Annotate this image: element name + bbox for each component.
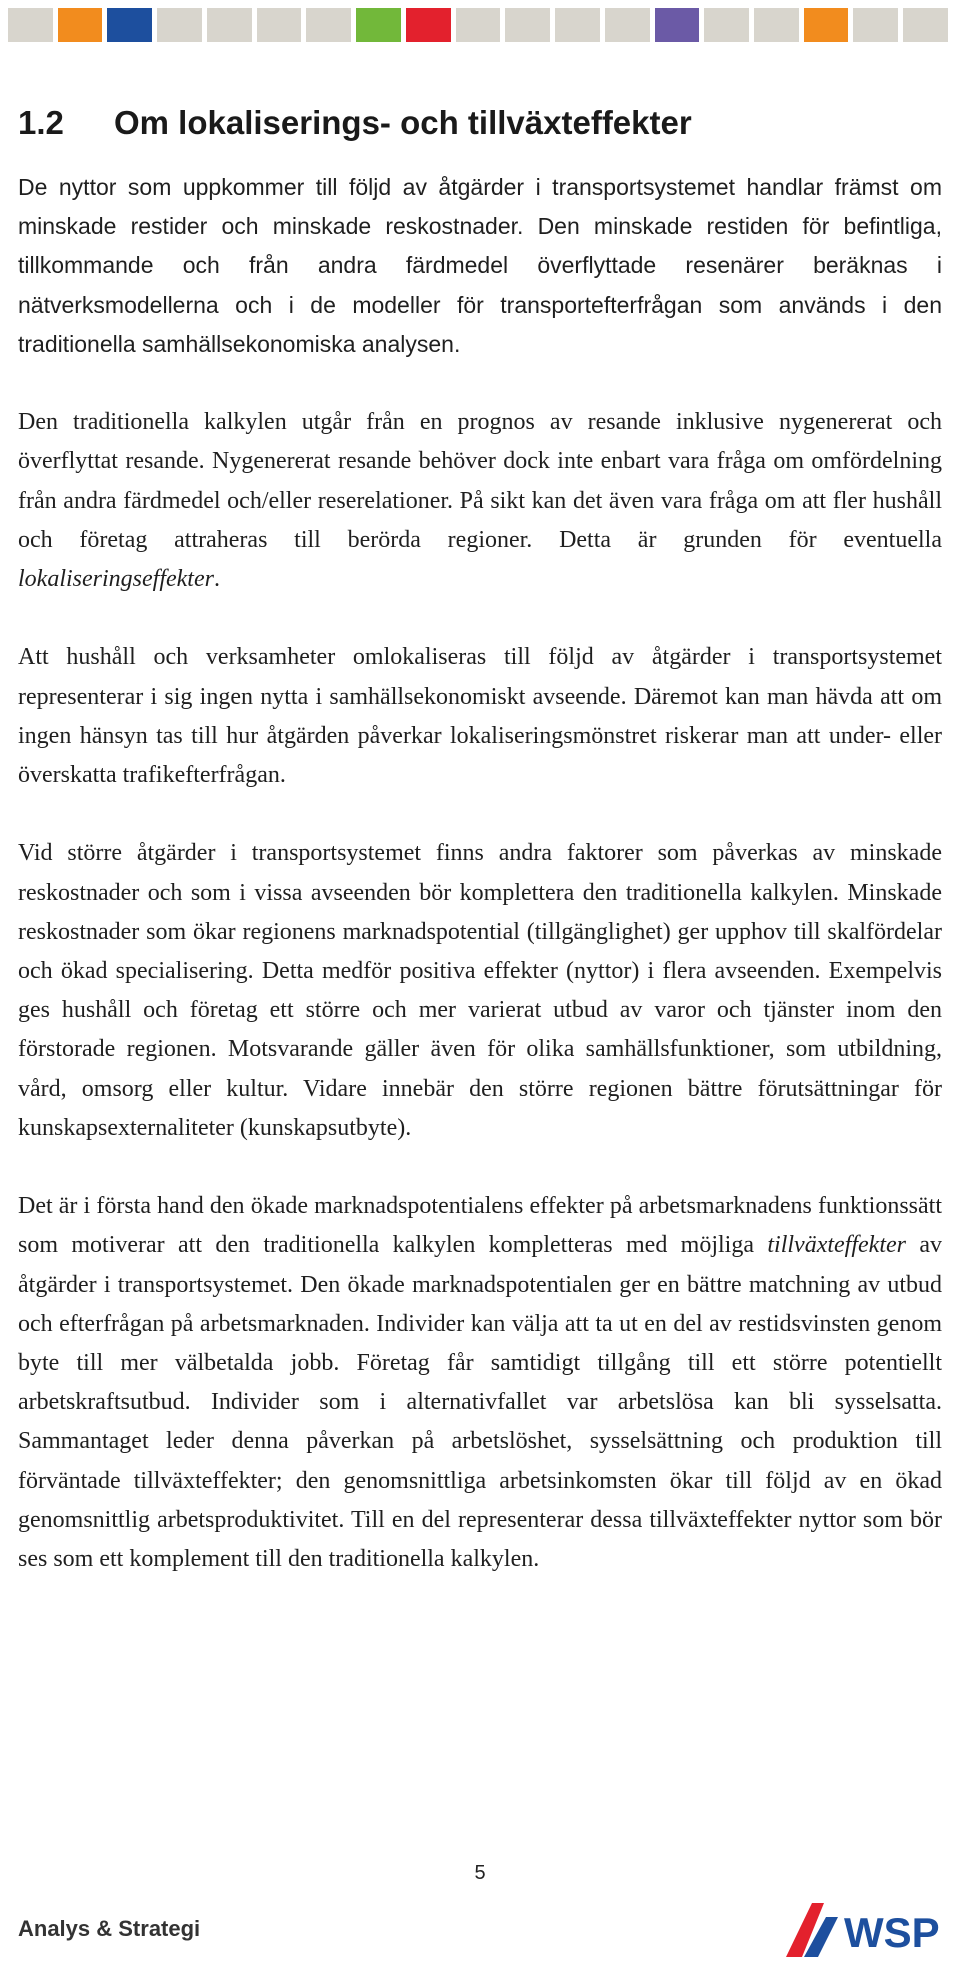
- header-color-square: [406, 8, 451, 42]
- paragraph-2-text: Den traditionella kalkylen utgår från en prognos av resande inklusive nygenererat och överflyttat resande. Nygenererat resande behöver dock inte enbart vara fråga om omfördelning från andra färdmedel och/eller reserelationer. På sikt kan det även vara fråga om att fler hushåll och företag attraheras till berörda regioner. Detta är grunden för eventuella: [18, 409, 942, 553]
- paragraph-3: Att hushåll och verksamheter omlokaliseras till följd av åtgärder i transportsystemet representerar i sig ingen nytta i samhällsekonomiskt avseende. Däremot kan man hävda att om ingen hänsyn tas till hur åtgärden påverkar lokaliseringsmönstret riskerar man att under- eller överskatta trafikefterfrågan.: [18, 644, 942, 789]
- wsp-logo: [778, 1897, 954, 1959]
- header-color-square: [58, 8, 103, 42]
- section-title: Om lokaliserings- och tillväxteffekter: [114, 104, 692, 141]
- header-color-square: [605, 8, 650, 42]
- header-color-square: [555, 8, 600, 42]
- header-color-square: [456, 8, 501, 42]
- paragraph-1: De nyttor som uppkommer till följd av åtgärder i transportsystemet handlar främst om minskade restider och minskade reskostnader. Den minskade restiden för befintliga, tillkommande och från andra färdmedel överflyttade resenärer beräknas i nätverksmodellerna och i de modeller för transportefterfrågan som används i den traditionella samhällsekonomiska analysen.: [18, 174, 942, 357]
- header-color-square: [754, 8, 799, 42]
- footer-publisher-text: Analys & Strategi: [18, 1916, 201, 1941]
- section-heading: [18, 104, 692, 142]
- header-color-square: [655, 8, 700, 42]
- paragraph-5-end: av åtgärder i transportsystemet. Den ökade marknadspotentialen ger en bättre matchning av utbud och efterfrågan på arbetsmarknaden. Individer kan välja att ta ut en del av restidsvinsten genom byte till mer välbetalda jobb. Företag får samtidigt tillgång till ett större potentiellt arbetskraftsutbud. Individer som i alternativfallet var arbetslösa kan bli sysselsatta. Sammantaget leder denna påverkan på arbetslöshet, sysselsättning och produktion till förväntade tillväxteffekter; den genomsnittliga arbetsinkomsten ökar till följd av en ökad genomsnittlig arbetsproduktivitet. Till en del representerar dessa tillväxteffekter nyttor som bör ses som ett komplement till den traditionella kalkylen.: [18, 1232, 942, 1573]
- header-color-square: [704, 8, 749, 42]
- page-number: 5: [474, 1862, 486, 1884]
- term-tillvaxteffekter: tillväxteffekter: [767, 1232, 906, 1259]
- header-color-square: [804, 8, 849, 42]
- header-color-square: [157, 8, 202, 42]
- paragraph-2: [18, 403, 942, 599]
- header-color-square: [8, 8, 53, 42]
- header-color-bar: [8, 8, 948, 42]
- logo-wordmark: WSP: [844, 1909, 940, 1956]
- header-color-square: [903, 8, 948, 42]
- header-color-square: [257, 8, 302, 42]
- term-lokaliseringseffekter: lokaliseringseffekter: [18, 566, 214, 593]
- paragraph-5-text: Det är i första hand den ökade marknadspotentialens effekter på arbetsmarknadens funktionssätt som motiverar att den traditionella kalkylen kompletteras med möjliga: [18, 1193, 942, 1259]
- paragraph-4: Vid större åtgärder i transportsystemet finns andra faktorer som påverkas av minskade reskostnader och som i vissa avseenden bör komplettera den traditionella kalkylen. Minskade reskostnader som ökar regionens marknadspotential (tillgänglighet) ger upphov till skalfördelar och ökad specialisering. Detta medför positiva effekter (nyttor) i flera avseenden. Exempelvis ges hushåll och företag ett större och mer varierat utbud av varor och tjänster inom den förstorade regionen. Motsvarande gäller även för olika samhällsfunktioner, som utbildning, vård, omsorg eller kultur. Vidare innebär den större regionen bättre förutsättningar för kunskapsexternaliteter (kunskapsutbyte).: [18, 840, 942, 1141]
- section-number: 1.2: [18, 104, 64, 141]
- header-color-square: [306, 8, 351, 42]
- header-color-square: [853, 8, 898, 42]
- paragraph-5: [18, 1187, 942, 1579]
- header-color-square: [356, 8, 401, 42]
- header-color-square: [207, 8, 252, 42]
- header-color-square: [505, 8, 550, 42]
- header-color-square: [107, 8, 152, 42]
- paragraph-2-end: .: [213, 566, 220, 593]
- body-text: [18, 168, 942, 1618]
